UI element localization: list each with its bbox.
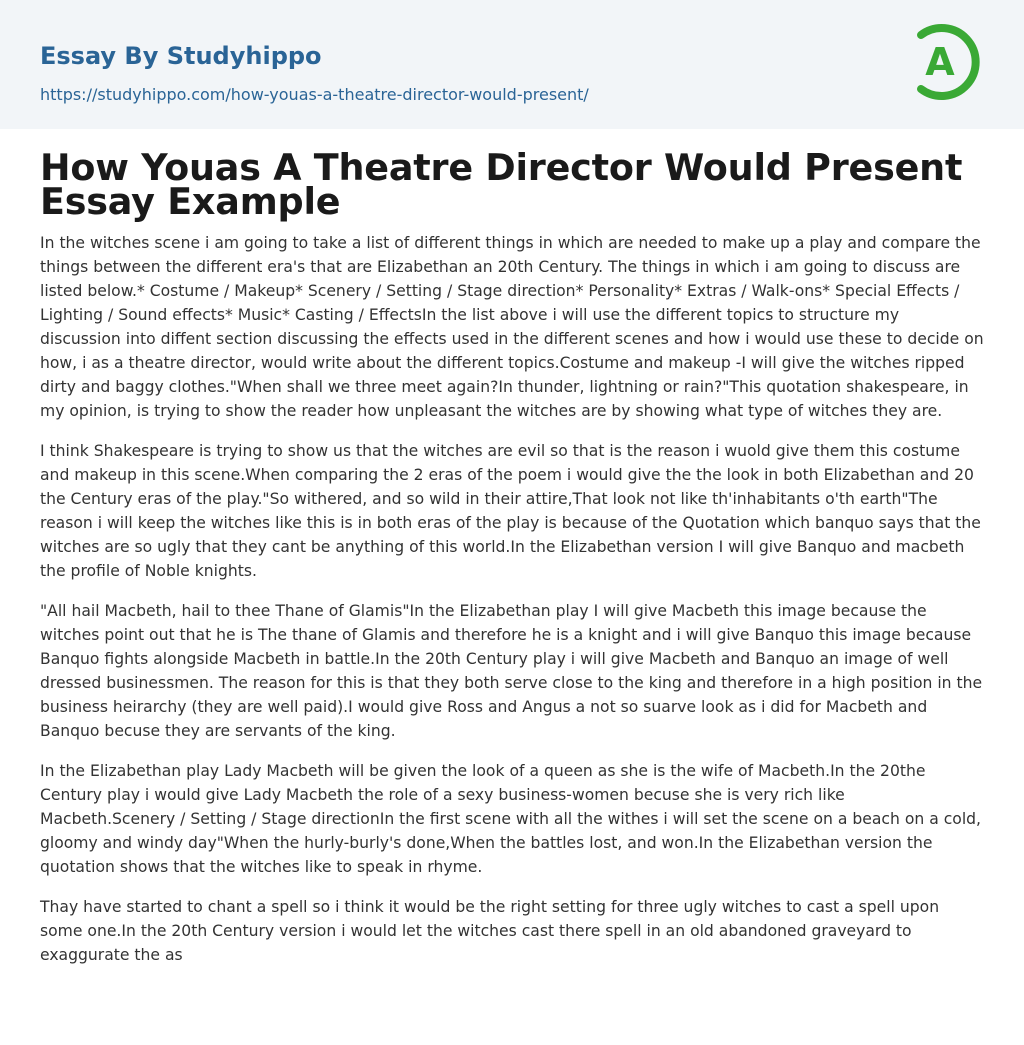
essay-paragraph: I think Shakespeare is trying to show us that the witches are evil so that is the reason i wuold give them this costume and makeup in this scene.When comparing the 2 eras of the poem i would give the the look in both Elizabethan and 20 the Century eras of the play."So withered, and so wild in their attire,That look not like th'inhabitants o'th earth"The reason i will keep the witches like this is in both eras of the play is because of the Quotation which banquo says that the witches are so ugly that they cant be anything of this world.In the Elizabethan version I will give Banquo and macbeth the profile of Noble knights.: [40, 442, 981, 580]
site-brand[interactable]: Essay By Studyhippo: [40, 42, 322, 70]
essay-paragraph: In the witches scene i am going to take a list of different things in which are needed to make up a play and compare the things between the different era's that are Elizabethan an 20th Century. The things in which i am going to discuss are listed below.* Costume / Makeup* Scenery / Setting / Stage direction* Personality* Extras / Walk-ons* Special Effects / Lighting / Sound effects* Music* Casting / EffectsIn the list above i will use the different topics to structure my discussion into diffent section discussing the effects used in the different scenes and how i would use these to decide on how, i as a theatre director, would write about the different topics.Costume and makeup -I will give the witches ripped dirty and baggy clothes."When shall we three meet again?In thunder, lightning or rain?"This quotation shakespeare, in my opinion, is trying to show the reader how unpleasant the witches are by showing what type of witches they are.: [40, 234, 984, 420]
article: [0, 129, 1024, 967]
logo-letter: A: [925, 40, 955, 84]
site-header: [0, 0, 1024, 129]
essay-paragraph: "All hail Macbeth, hail to thee Thane of Glamis"In the Elizabethan play I will give Macbeth this image because the witches point out that he is The thane of Glamis and therefore he is a knight and i will give Banquo this image because Banquo fights alongside Macbeth in battle.In the 20th Century play i will give Macbeth and Banquo an image of well dressed businessmen. The reason for this is that they both serve close to the king and therefore in a high position in the business heirarchy (they are well paid).I would give Ross and Angus a not so suarve look as i did for Macbeth and Banquo becuse they are servants of the king.: [40, 602, 983, 740]
studyhippo-logo-icon[interactable]: [911, 19, 987, 105]
page-title: How Youas A Theatre Director Would Present Essay Example: [40, 146, 963, 223]
page-url-link[interactable]: https://studyhippo.com/how-youas-a-theatre-director-would-present/: [40, 85, 589, 104]
essay-paragraph: Thay have started to chant a spell so i think it would be the right setting for three ugly witches to cast a spell upon some one.In the 20th Century version i would let the witches cast there spell in an old abandoned graveyard to exaggurate the as: [40, 898, 940, 964]
essay-paragraph: In the Elizabethan play Lady Macbeth will be given the look of a queen as she is the wife of Macbeth.In the 20the Century play i would give Lady Macbeth the role of a sexy business-women becuse she is very rich like Macbeth.Scenery / Setting / Stage directionIn the first scene with all the withes i will set the scene on a beach on a cold, gloomy and windy day"When the hurly-burly's done,When the battles lost, and won.In the Elizabethan version the quotation shows that the witches like to speak in rhyme.: [40, 762, 982, 876]
